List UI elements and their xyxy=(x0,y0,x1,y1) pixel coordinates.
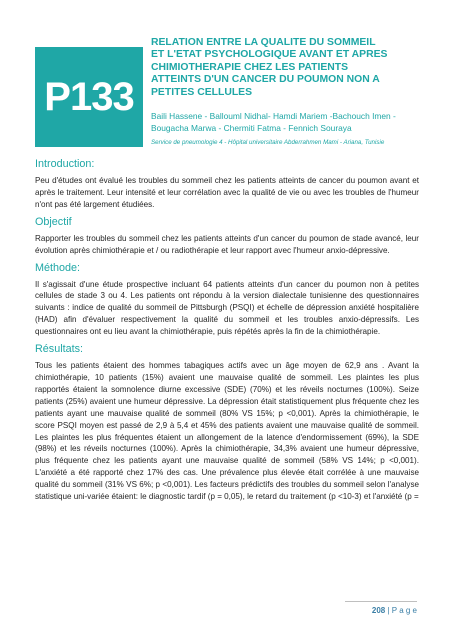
objectif-section xyxy=(35,216,419,257)
methode-heading: Méthode: xyxy=(35,261,81,274)
introduction-text: Peu d'études ont évalué les troubles du sommeil chez les patients atteints de cancer du poumon avant et après le traitement. Leur intensité et leur corrélation avec la qualité de vie ou avec les troubles de l'humeur n'ont pas été largement étudiées. xyxy=(35,176,419,209)
introduction-heading: Introduction: xyxy=(35,158,95,170)
poster-code: P133 xyxy=(44,74,134,119)
objectif-heading: Objectif xyxy=(35,215,72,228)
page-footer xyxy=(0,601,452,621)
page-label: P a g e xyxy=(391,606,417,615)
abstract-body xyxy=(35,158,419,508)
author-list: Baili Hassene - Ballouml Nidhal- Hamdi Mariem -Bachouch Imen - Bougacha Marwa - Chermiti Fatma - Fennich Souraya xyxy=(151,111,396,133)
page-number-value: 208 xyxy=(371,606,386,615)
resultats-section xyxy=(35,343,419,503)
introduction-section xyxy=(35,158,419,211)
page-separator: | xyxy=(387,606,390,615)
resultats-text: Tous les patients étaient des hommes tabagiques actifs avec un âge moyen de 62,9 ans . Avant la chimiothérapie, 10 patients (15%) avaient une mauvaise qualité de sommeil. Les plaintes les plus rapportés étaient la somnolence diurne excessive (SDE) (70%) et les réveils nocturnes (100%). Seize patients (25%) avaient une humeur dépressive. La dépression était statistiquement plus fréquente chez les patients ayant une mauvaise qualité de sommeil (80% VS 15%; p <0,001). Après la chimiothérapie, le score PSQI moyen est passé de 2,9 à 5,4 et 45% des patients avaient une mauvaise qualité de sommeil. Les plaintes les plus fréquentes étaient un allongement de la latence d'endormissement (69%), la SDE (98%) et les réveils nocturnes (100%). Après la chimiothérapie, 34,3% avaient une humeur dépressive, plus fréquente chez les patients ayant une mauvaise qualité de sommeil (58% VS 14%; p <0,001). L'anxiété a été rapporté chez 17% des cas. Une prévalence plus élevée était corrélée à une mauvaise qualité du sommeil (31% VS 6%; p <0,001). Les facteurs prédictifs des troubles du sommeil selon l'analyse statistique uni-variée étaient: le diagnostic tardif (p = 0,05), le retard du traitement (p <10-3) et l'anxiété (p = xyxy=(35,361,419,502)
resultats-heading: Résultats: xyxy=(35,343,84,356)
paper-title: RELATION ENTRE LA QUALITE DU SOMMEIL ET L'ETAT PSYCHOLOGIQUE AVANT ET APRES CHIMIOTHERAPIE CHEZ LES PATIENTS ATTEINTS D'UN CANCER DU POUMON NON A PETITES CELLULES xyxy=(151,37,388,98)
poster-code-badge xyxy=(35,47,143,147)
methode-section xyxy=(35,262,419,339)
page-number xyxy=(372,606,417,615)
affiliation: Service de pneumologie 4 - Hôpital universitaire Abderrahmen Mami - Ariana, Tunisie xyxy=(151,139,385,146)
footer-divider xyxy=(345,601,417,602)
methode-text: Il s'agissait d'une étude prospective incluant 64 patients atteints d'un cancer du poumon non à petites cellules de stade 3 ou 4. Les patients ont répondu à la version dialectale tunisienne des questionnaires suivants : indice de qualité du sommeil de Pittsburgh (PSQI) et échelle de dépression anxiété hospitalière (HAD) afin d'évaluer respectivement la qualité du sommeil et les troubles anxio-dépressifs. Les questionnaires ont eu lieu avant la chimiothérapie, puis répétés après la fin de la chimiothérapie. xyxy=(35,279,419,337)
objectif-text: Rapporter les troubles du sommeil chez les patients atteints d'un cancer du poumon de stade avancé, leur évolution après chimiothérapie et / ou radiothérapie et leur rapport avec l'humeur anxio-dépressive. xyxy=(35,233,419,255)
